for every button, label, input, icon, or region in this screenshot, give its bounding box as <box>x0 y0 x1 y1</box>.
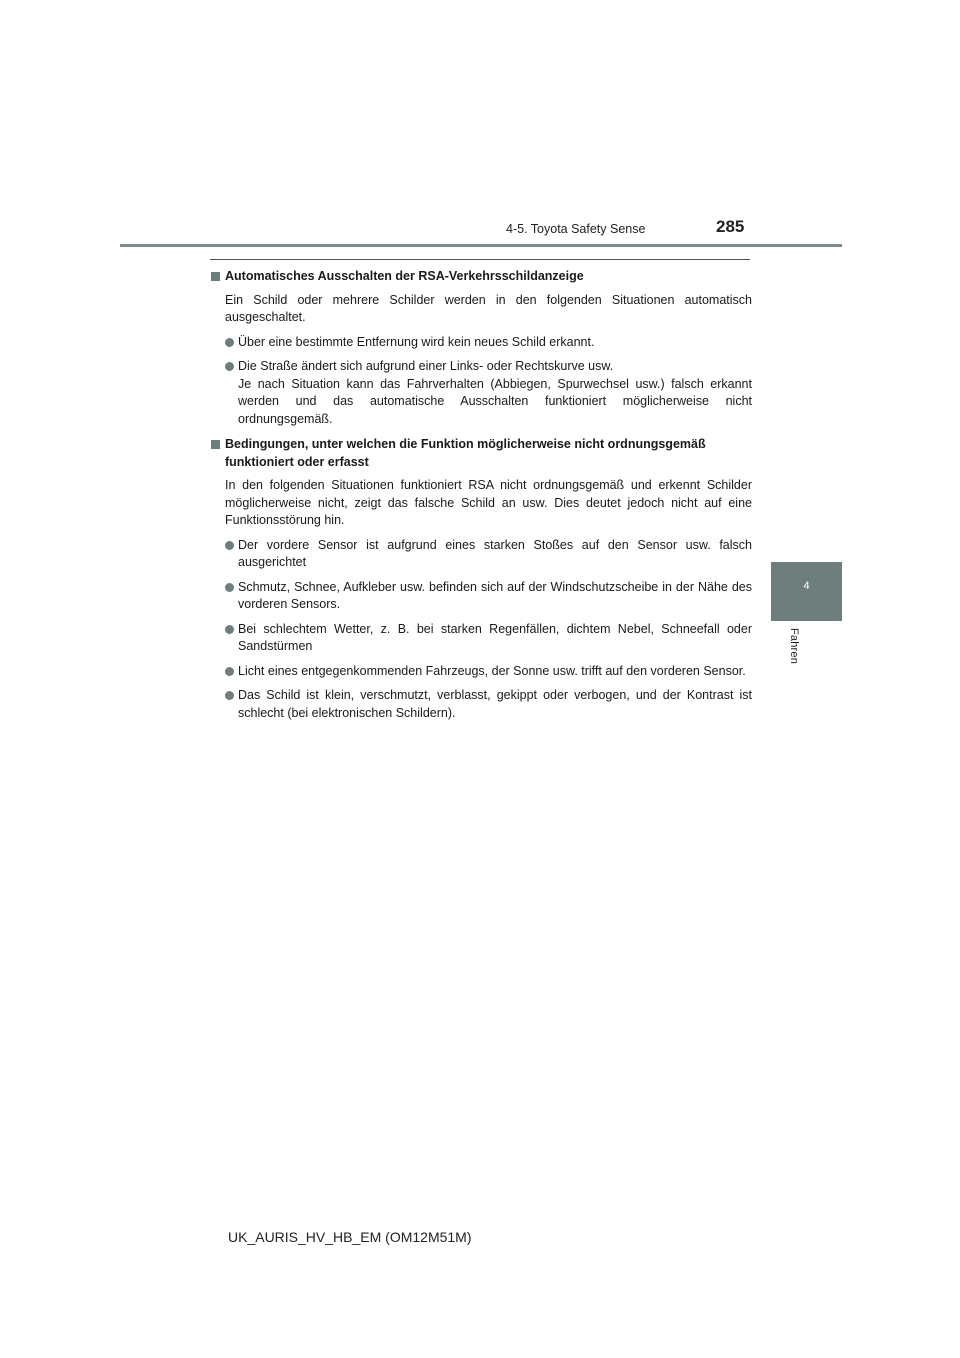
chapter-number: 4 <box>803 580 810 592</box>
chapter-label: Fahren <box>788 628 800 665</box>
section-heading-text: Automatisches Ausschalten der RSA-Verkehrsschildanzeige <box>225 269 584 283</box>
list-item <box>225 579 752 614</box>
list-item <box>225 687 752 722</box>
list-item-text: Über eine bestimmte Entfernung wird kein neues Schild erkannt. <box>238 334 595 349</box>
page-content <box>210 268 752 722</box>
circle-bullet-icon <box>225 362 234 371</box>
section-conditions <box>210 436 752 722</box>
header-section-title: 4-5. Toyota Safety Sense <box>506 222 646 236</box>
page-number: 285 <box>716 217 745 236</box>
list-item <box>225 334 752 352</box>
circle-bullet-icon <box>225 625 234 634</box>
circle-bullet-icon <box>225 667 234 676</box>
list-item-text: Schmutz, Schnee, Aufkleber usw. befinden sich auf der Windschutzscheibe in der Nähe des vorderen Sensors. <box>238 579 752 611</box>
list-item-text: Die Straße ändert sich aufgrund einer Links- oder Rechtskurve usw. Je nach Situation kann das Fahrverhalten (Abbiegen, Spurwechsel usw.) falsch erkannt werden und das automatische Ausschalten funktioniert möglicherweise nicht ordnungsgemäß. <box>238 359 752 426</box>
section-intro: In den folgenden Situationen funktioniert RSA nicht ordnungsgemäß und erkennt Schilder möglicherweise nicht, zeigt das falsche Schild an usw. Dies deutet jedoch nicht auf eine Funktionsstörung hin. <box>225 478 752 527</box>
list-item-text: Das Schild ist klein, verschmutzt, verblasst, gekippt oder verbogen, und der Kontrast ist schlecht (bei elektronischen Schildern). <box>238 688 752 720</box>
list-item-text: Licht eines entgegenkommenden Fahrzeugs, der Sonne usw. trifft auf den vorderen Sensor. <box>238 663 746 678</box>
list-item <box>225 621 752 656</box>
list-item <box>225 358 752 428</box>
chapter-tab[interactable] <box>771 562 842 621</box>
section-intro: Ein Schild oder mehrere Schilder werden in den folgenden Situationen automatisch ausgeschaltet. <box>225 292 752 324</box>
section-auto-off <box>210 268 752 428</box>
circle-bullet-icon <box>225 583 234 592</box>
content-divider <box>210 259 750 260</box>
section-heading-text: Bedingungen, unter welchen die Funktion möglicherweise nicht ordnungsgemäß funktioniert oder erfasst <box>225 437 706 469</box>
square-bullet-icon <box>211 272 220 281</box>
header-divider <box>120 244 842 247</box>
list-item-text: Bei schlechtem Wetter, z. B. bei starken Regenfällen, dichtem Nebel, Schneefall oder Sandstürmen <box>238 621 752 653</box>
manual-code: UK_AURIS_HV_HB_EM (OM12M51M) <box>228 1229 472 1245</box>
list-item-text: Der vordere Sensor ist aufgrund eines starken Stoßes auf den Sensor usw. falsch ausgerichtet <box>238 537 752 569</box>
circle-bullet-icon <box>225 691 234 700</box>
circle-bullet-icon <box>225 338 234 347</box>
list-item <box>225 537 752 572</box>
list-item <box>225 663 752 681</box>
section-heading <box>210 436 752 471</box>
circle-bullet-icon <box>225 541 234 550</box>
square-bullet-icon <box>211 440 220 449</box>
section-heading <box>210 268 752 286</box>
